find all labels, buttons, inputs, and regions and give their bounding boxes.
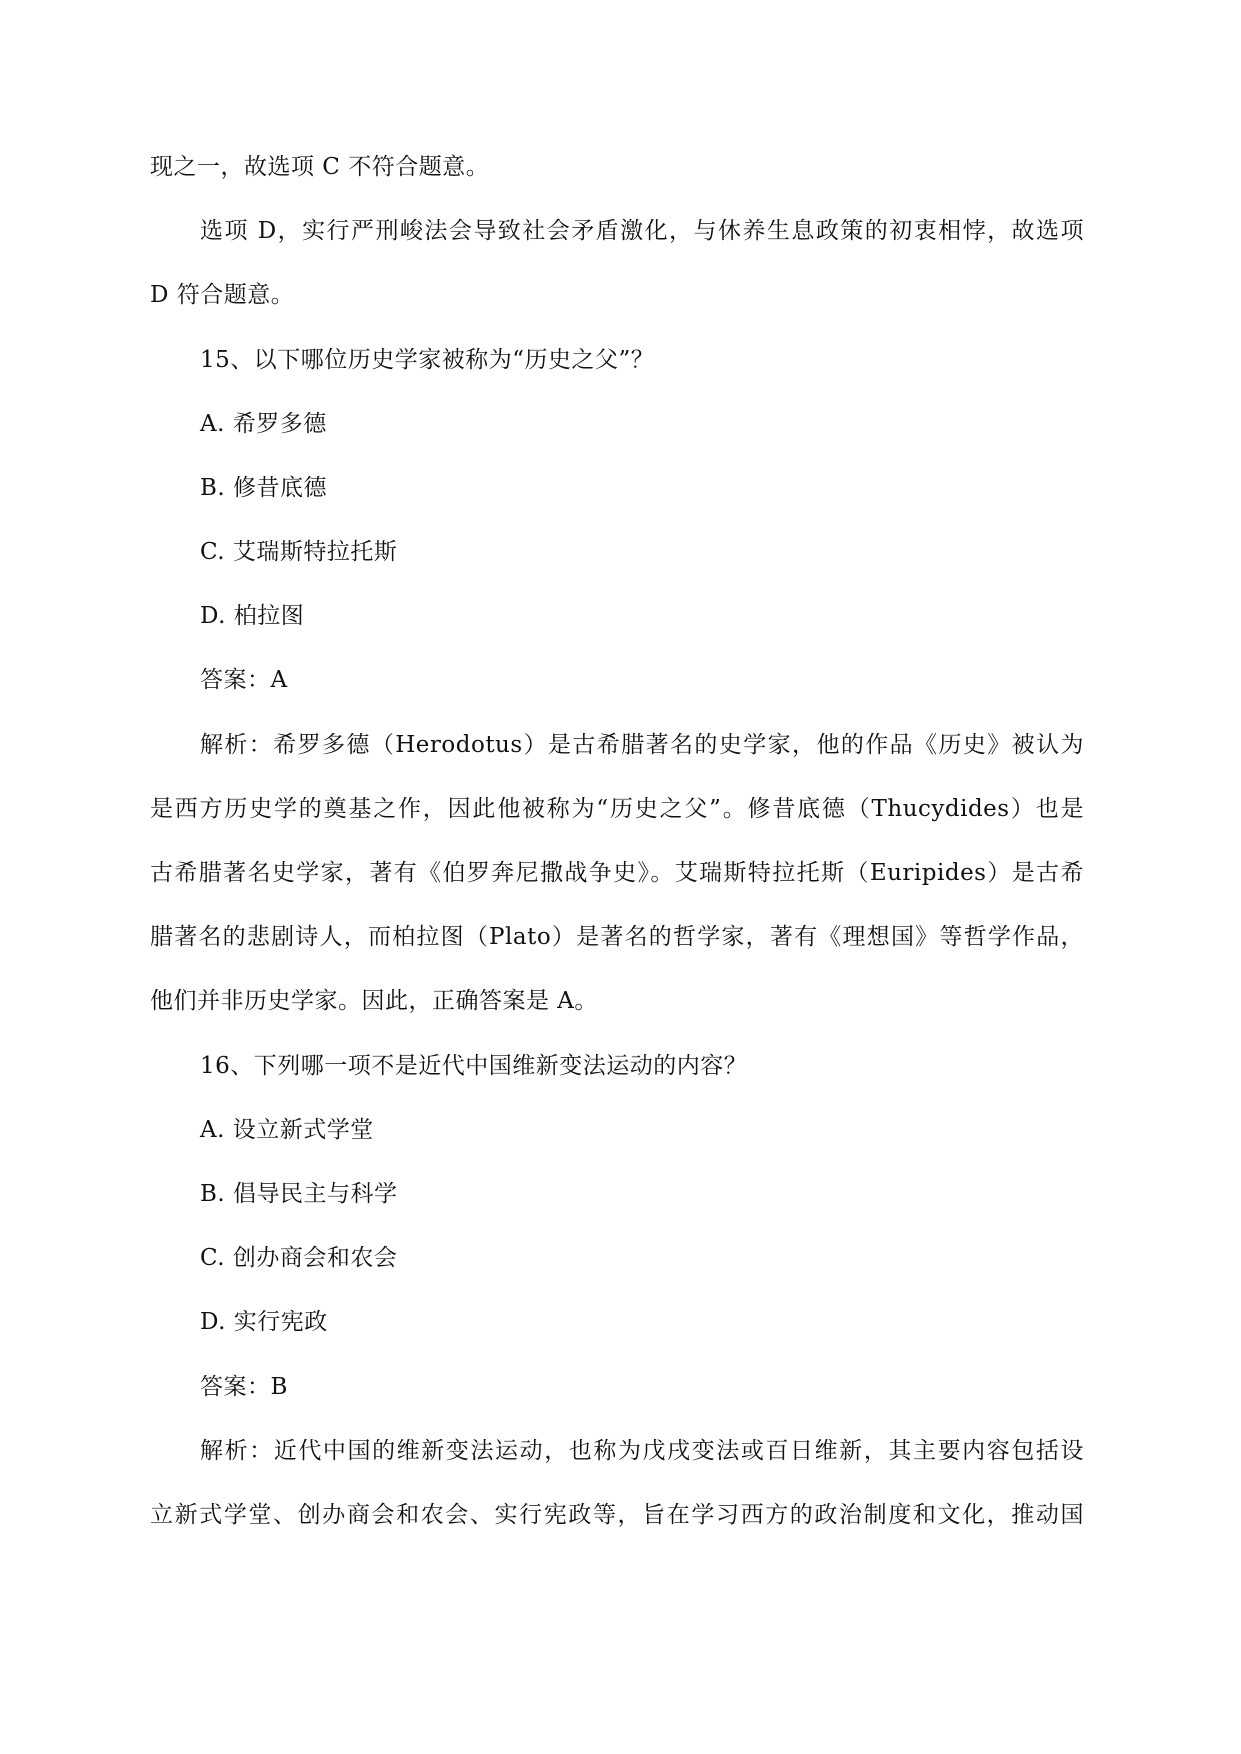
explanation-line: 解析：希罗多德（Herodotus）是古希腊著名的史学家，他的作品《历史》被认为 xyxy=(200,732,1084,758)
option-a: A. 希罗多德 xyxy=(200,411,327,437)
answer: 答案：A xyxy=(200,667,288,693)
question-title: 15、以下哪位历史学家被称为“历史之父”？ xyxy=(200,347,655,373)
text-line: D 符合题意。 xyxy=(150,282,295,308)
explanation-line: 他们并非历史学家。因此，正确答案是 A。 xyxy=(150,988,598,1014)
option-b: B. 修昔底德 xyxy=(200,475,328,501)
option-b: B. 倡导民主与科学 xyxy=(200,1181,398,1207)
explanation-line: 解析：近代中国的维新变法运动，也称为戊戌变法或百日维新，其主要内容包括设 xyxy=(200,1438,1084,1464)
answer: 答案：B xyxy=(200,1374,288,1400)
option-c: C. 艾瑞斯特拉托斯 xyxy=(200,539,398,565)
explanation-line: 是西方历史学的奠基之作，因此他被称为“历史之父”。修昔底德（Thucydides）也是 xyxy=(150,796,1084,822)
option-a: A. 设立新式学堂 xyxy=(200,1117,374,1143)
question-title: 16、下列哪一项不是近代中国维新变法运动的内容？ xyxy=(200,1053,748,1079)
text-line: 现之一，故选项 C 不符合题意。 xyxy=(150,154,490,180)
explanation-line: 立新式学堂、创办商会和农会、实行宪政等，旨在学习西方的政治制度和文化，推动国 xyxy=(150,1502,1084,1528)
option-c: C. 创办商会和农会 xyxy=(200,1245,398,1271)
text-line: 选项 D，实行严刑峻法会导致社会矛盾激化，与休养生息政策的初衷相悖，故选项 xyxy=(200,218,1084,244)
option-d: D. 柏拉图 xyxy=(200,603,305,629)
explanation-line: 腊著名的悲剧诗人，而柏拉图（Plato）是著名的哲学家，著有《理想国》等哲学作品， xyxy=(150,924,1084,950)
option-d: D. 实行宪政 xyxy=(200,1309,328,1335)
explanation-line: 古希腊著名史学家，著有《伯罗奔尼撒战争史》。艾瑞斯特拉托斯（Euripides）是古希 xyxy=(150,860,1084,886)
